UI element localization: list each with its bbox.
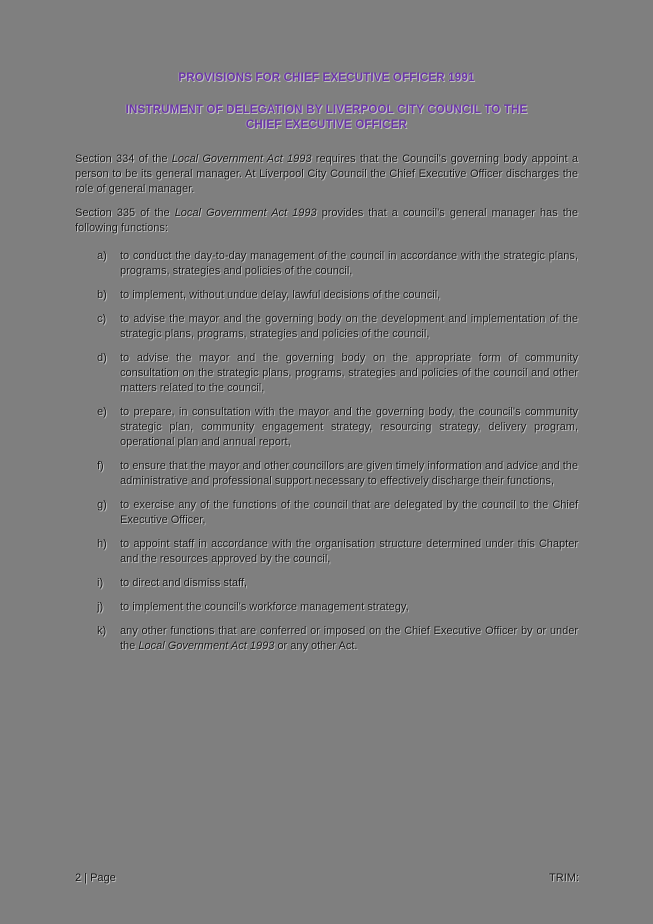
- act-title-italic: Local Government Act 1993: [174, 207, 317, 219]
- function-item: [75, 312, 578, 342]
- function-item: [75, 249, 578, 279]
- function-item-label: b): [97, 289, 107, 301]
- function-item-label: g): [97, 499, 107, 511]
- text-segment: to prepare, in consultation with the mayor and the governing body, the council's community strategic plan, community engagement strategy, resourcing strategy, delivery program, operational plan and annual report,: [120, 406, 578, 448]
- function-item-text: [120, 624, 578, 654]
- text-segment: provides that a council's general manager has the following functions:: [75, 207, 578, 234]
- function-item-label: d): [97, 352, 107, 364]
- function-item-text: [120, 537, 578, 567]
- text-segment: or any other Act.: [274, 640, 358, 652]
- document-subtitle-line1: INSTRUMENT OF DELEGATION BY LIVERPOOL CITY COUNCIL TO THE: [125, 104, 528, 116]
- text-segment: to exercise any of the functions of the council that are delegated by the council to the Chief Executive Officer,: [120, 499, 578, 526]
- function-item-text: [120, 351, 578, 396]
- page-footer: [75, 871, 579, 886]
- function-item: [75, 600, 578, 615]
- function-item: [75, 498, 578, 528]
- functions-list: [75, 249, 578, 654]
- function-item-text: [120, 600, 578, 615]
- function-item-label: f): [97, 460, 104, 472]
- function-item-text: [120, 498, 578, 528]
- document-title: PROVISIONS FOR CHIEF EXECUTIVE OFFICER 1991: [178, 72, 475, 84]
- function-item-label: h): [97, 538, 107, 550]
- function-item-label: j): [97, 601, 104, 613]
- text-segment: to implement the council's workforce management strategy,: [120, 601, 409, 613]
- function-item-text: [120, 288, 578, 303]
- document-subtitle: [75, 103, 578, 133]
- text-segment: to advise the mayor and the governing body on the appropriate form of community consultation on the strategic plans, programs, strategies and policies of the council and other matters related to the council,: [120, 352, 578, 394]
- paragraph-section-334: [75, 152, 578, 197]
- function-item-label: c): [97, 313, 107, 325]
- paragraph-section-335: [75, 206, 578, 236]
- text-segment: to ensure that the mayor and other councillors are given timely information and advice and the administrative and professional support necessary to effectively discharge their functions,: [120, 460, 578, 487]
- text-segment: to direct and dismiss staff,: [120, 577, 247, 589]
- function-item-text: [120, 312, 578, 342]
- function-item-text: [120, 405, 578, 450]
- text-segment: requires that the Council's governing body appoint a person to be its general manager. At Liverpool City Council the Chief Executive Officer discharges the role of general manager.: [75, 153, 578, 195]
- text-segment: Section 334 of the: [75, 153, 172, 165]
- function-item: [75, 351, 578, 396]
- text-segment: to conduct the day-to-day management of the council in accordance with the strategic plans, programs, strategies and policies of the council,: [120, 250, 578, 277]
- function-item: [75, 537, 578, 567]
- text-segment: any other functions that are conferred or imposed on the Chief Executive Officer by or under the: [120, 625, 578, 652]
- document-content: [75, 71, 578, 663]
- trim-reference: TRIM:: [549, 872, 579, 884]
- function-item-text: [120, 459, 578, 489]
- text-segment: Section 335 of the: [75, 207, 175, 219]
- function-item-text: [120, 576, 578, 591]
- function-item-label: i): [97, 577, 104, 589]
- act-title-italic: Local Government Act 1993: [138, 640, 275, 652]
- text-segment: to appoint staff in accordance with the organisation structure determined under this Chapter and the resources approved by the council,: [120, 538, 578, 565]
- act-title-italic: Local Government Act 1993: [171, 153, 312, 165]
- text-segment: to implement, without undue delay, lawful decisions of the council,: [120, 289, 441, 301]
- document-subtitle-line2: CHIEF EXECUTIVE OFFICER: [245, 119, 408, 131]
- function-item-label: e): [97, 406, 107, 418]
- function-item: [75, 624, 578, 654]
- text-segment: to advise the mayor and the governing body on the development and implementation of the strategic plans, programs, strategies and policies of the council,: [120, 313, 578, 340]
- function-item: [75, 576, 578, 591]
- function-item-label: k): [97, 625, 107, 637]
- function-item: [75, 288, 578, 303]
- function-item-label: a): [97, 250, 107, 262]
- function-item-text: [120, 249, 578, 279]
- function-item: [75, 405, 578, 450]
- function-item: [75, 459, 578, 489]
- page-number: 2 | Page: [75, 872, 116, 884]
